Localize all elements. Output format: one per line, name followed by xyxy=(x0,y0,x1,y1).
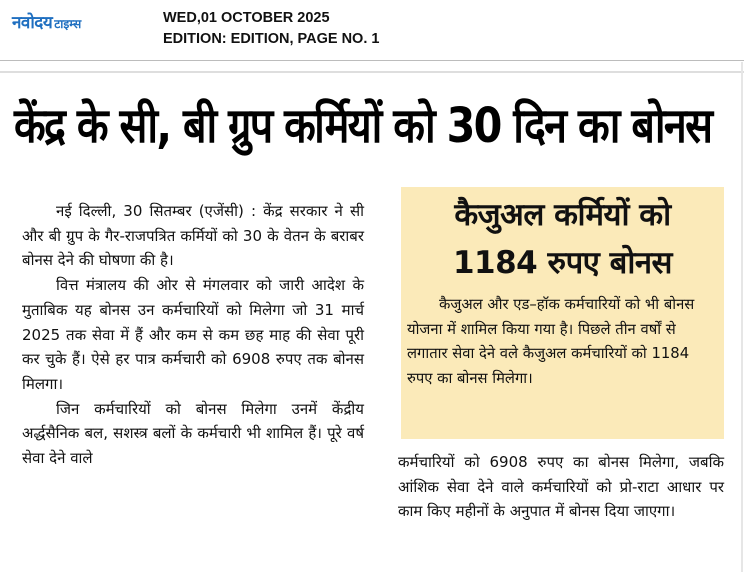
article-paragraph-3: जिन कर्मचारियों को बोनस मिलेगा उनमें केंद्रीय अर्द्धसैनिक बल, सशस्त्र बलों के कर्मचारी भी शामिल हैं। पूरे वर्ष सेवा देने वाले xyxy=(22,399,364,468)
edition-info: EDITION: EDITION, PAGE NO. 1 xyxy=(163,31,380,47)
article-paragraph-1: नई दिल्ली, 30 सितम्बर (एजेंसी) : केंद्र सरकार ने सी और बी ग्रुप के गैर-राजपत्रित कर्मियों को 30 के वेतन के बराबर बोनस देने की घोषणा की है। xyxy=(22,202,364,270)
article-paragraph-continued: कर्मचारियों को 6908 रुपए का बोनस मिलेगा, जबकि आंशिक सेवा देने वाले कर्मचारियों को प्रो-राटा आधार पर काम किए महीनों के अनुपात में बोनस दिया जाएगा। xyxy=(398,453,724,521)
sidebar-box-title xyxy=(401,191,724,287)
page-header xyxy=(0,0,744,60)
edition-meta xyxy=(163,8,379,50)
sidebar-box-paragraph: कैजुअल और एड–हॉक कर्मचारियों को भी बोनस योजना में शामिल किया गया है। पिछले तीन वर्षों से लगातार सेवा देने वले कैजुअल कर्मचारियों को 1184 रुपए का बोनस मिलेगा। xyxy=(407,296,695,387)
sidebar-box-body xyxy=(407,293,717,391)
article-headline: केंद्र के सी, बी ग्रुप कर्मियों को 30 दिन का बोनस xyxy=(14,98,712,154)
page-edge-line xyxy=(741,62,743,572)
newspaper-logo[interactable] xyxy=(12,10,81,34)
header-divider xyxy=(0,60,744,61)
article-right-column xyxy=(398,450,724,524)
sidebar-title-line-2: 1184 रुपए बोनस xyxy=(452,245,673,281)
logo-sub-text: टाइम्स xyxy=(54,17,82,31)
header-shadow-divider xyxy=(0,71,744,73)
logo-main-text: नवोदय xyxy=(12,13,53,33)
issue-date: WED,01 OCTOBER 2025 xyxy=(163,10,330,26)
article-left-column xyxy=(22,199,364,471)
sidebar-title-line-1: कैजुअल कर्मियों को xyxy=(454,197,671,233)
sidebar-highlight-box xyxy=(401,187,724,439)
article-paragraph-2: वित्त मंत्रालय की ओर से मंगलवार को जारी आदेश के मुताबिक यह बोनस उन कर्मचारियों को मिलेगा जो 31 मार्च 2025 तक सेवा में हैं और कम से कम छह माह की सेवा पूरी कर चुके हैं। ऐसे हर पात्र कर्मचारी को 6908 रुपए तक बोनस मिलगा। xyxy=(22,276,364,393)
